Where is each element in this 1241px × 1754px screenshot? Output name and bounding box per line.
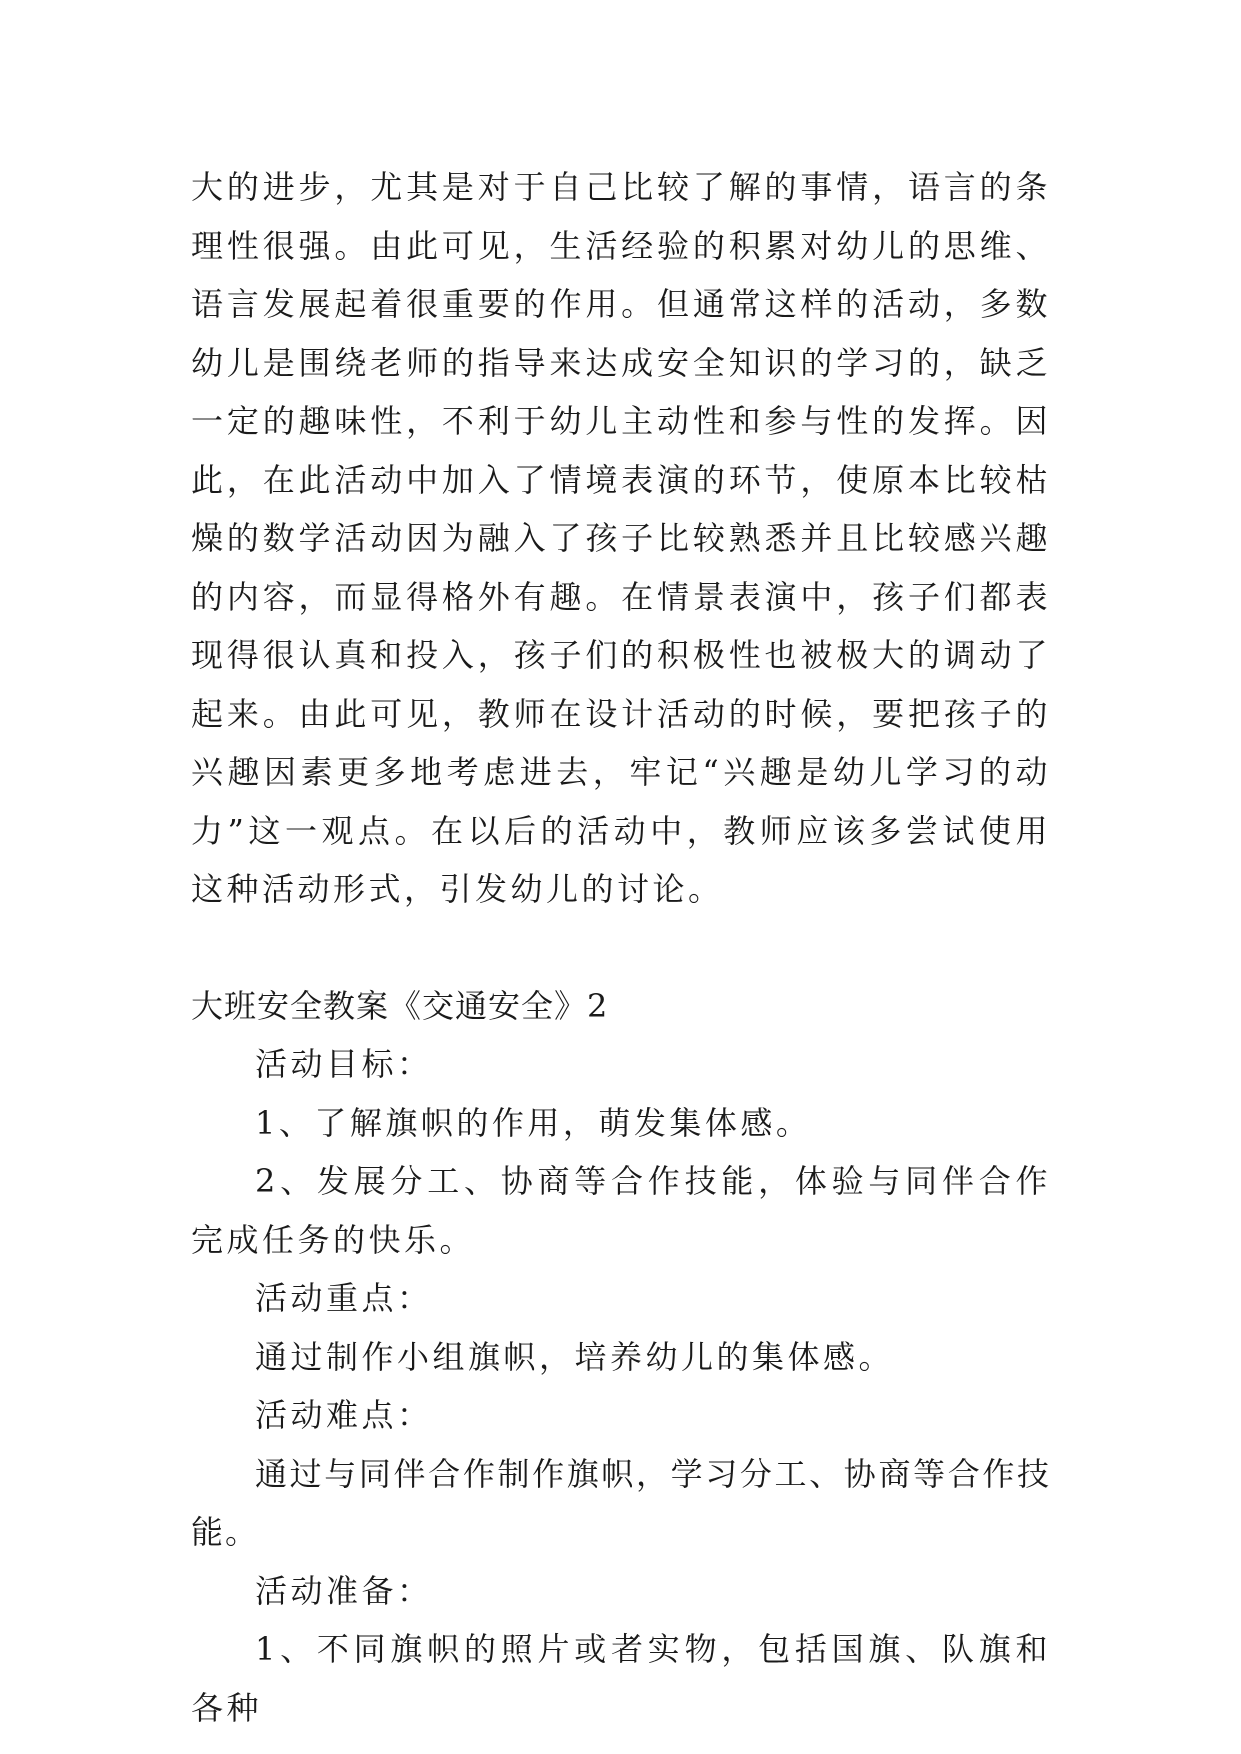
preparation-item-1: 1、不同旗帜的照片或者实物，包括国旗、队旗和各种 [191,1630,1051,1727]
key-point-label: 活动重点： [255,1279,433,1317]
key-point-text: 通过制作小组旗帜，培养幼儿的集体感。 [255,1337,895,1376]
document-body [191,158,1051,1737]
goals-label: 活动目标： [255,1045,433,1083]
difficulty-label: 活动难点： [255,1396,433,1434]
preparation-label: 活动准备： [255,1571,433,1610]
goal-item-1: 1、了解旗帜的作用，萌发集体感。 [255,1103,812,1142]
section-title: 大班安全教案《交通安全》2 [191,986,609,1025]
intro-paragraph: 大的进步，尤其是对于自己比较了解的事情，语言的条理性很强。由此可见，生活经验的积累对幼儿的思维、语言发展起着很重要的作用。但通常这样的活动，多数幼儿是围绕老师的指导来达成安全知识的学习的，缺乏一定的趣味性，不利于幼儿主动性和参与性的发挥。因此，在此活动中加入了情境表演的环节，使原本比较枯燥的数学活动因为融入了孩子比较熟悉并且比较感兴趣的内容，而显得格外有趣。在情景表演中，孩子们都表现得很认真和投入，孩子们的积极性也被极大的调动了起来。由此可见，教师在设计活动的时候，要把孩子的兴趣因素更多地考虑进去，牢记“兴趣是幼儿学习的动力”这一观点。在以后的活动中，教师应该多尝试使用这种活动形式，引发幼儿的讨论。 [191,168,1051,908]
goal-item-2: 2、发展分工、协商等合作技能，体验与同伴合作完成任务的快乐。 [191,1162,1051,1259]
difficulty-text: 通过与同伴合作制作旗帜，学习分工、协商等合作技能。 [191,1454,1051,1551]
